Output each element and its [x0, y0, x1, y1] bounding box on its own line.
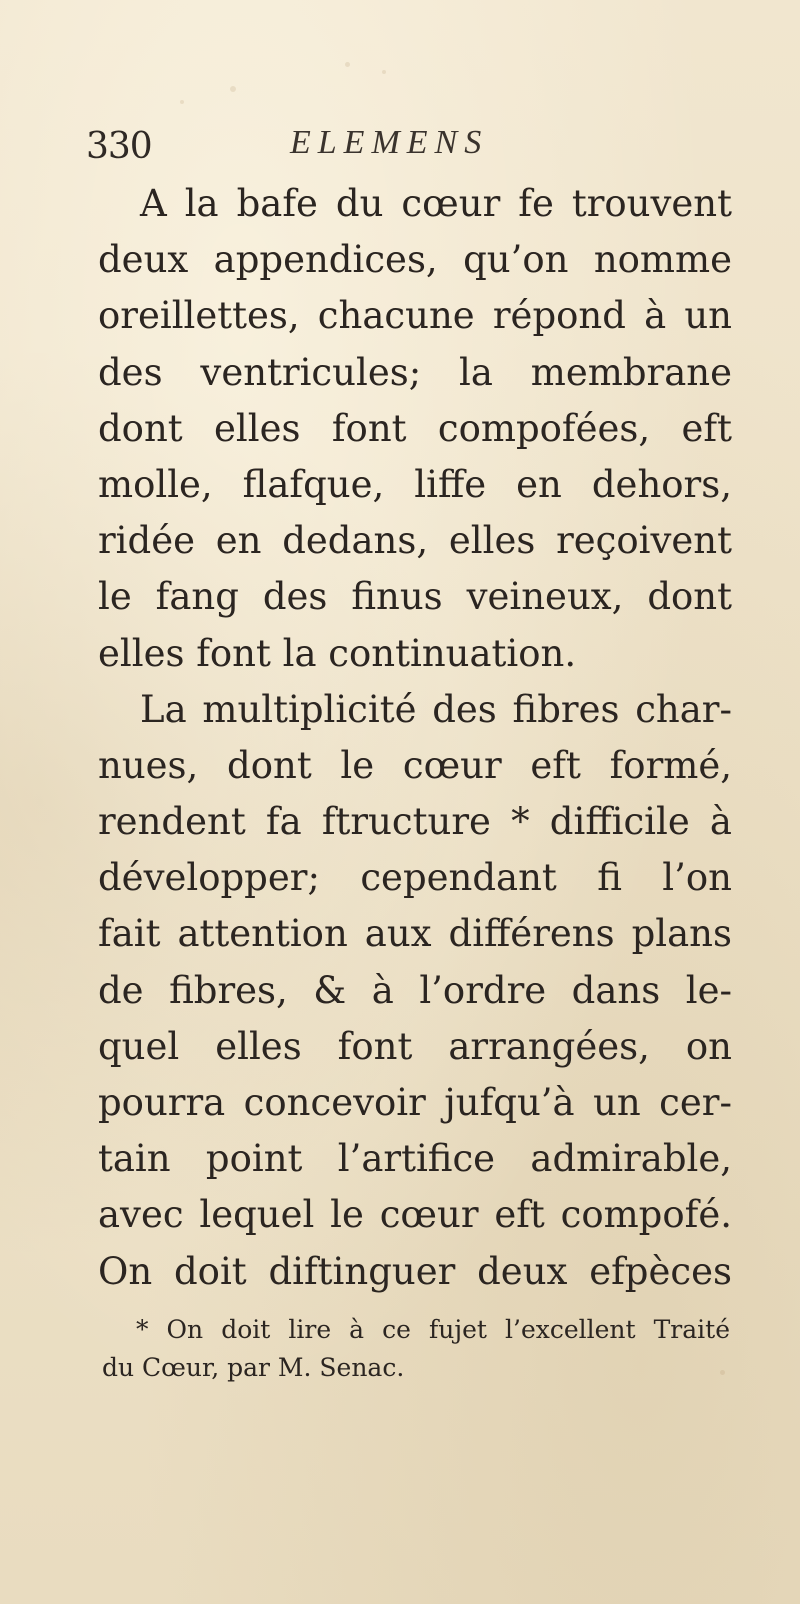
page-number: 330	[86, 126, 152, 167]
text-line: pourra concevoir jufqu’à un cer-	[98, 1081, 732, 1124]
text-line: fait attention aux différens plans	[98, 912, 732, 956]
page-header	[0, 118, 800, 168]
text-line: elles font la continuation.	[98, 631, 577, 675]
foxing-spot	[345, 62, 350, 67]
running-head: ELEMENS	[290, 124, 489, 161]
text-line: des ventricules; la membrane	[98, 350, 732, 394]
text-line: quel elles font arrangées, on	[98, 1024, 732, 1068]
footnote-line: * On doit lire à ce fujet l’excellent Traité	[136, 1315, 730, 1344]
text-line: nues, dont le cœur eft formé,	[98, 743, 732, 787]
text-line: La multiplicité des fibres char-	[140, 687, 732, 731]
footnote-line: du Cœur, par M. Senac.	[102, 1353, 405, 1382]
footnote	[102, 1311, 730, 1387]
text-line: On doit diftinguer deux efpèces	[98, 1249, 732, 1293]
text-line: avec lequel le cœur eft compofé.	[98, 1193, 732, 1237]
text-line: développer; cependant fi l’on	[98, 856, 732, 900]
text-line: deux appendices, qu’on nomme	[98, 238, 732, 282]
text-line: A la bafe du cœur fe trouvent	[140, 182, 732, 225]
text-line: oreillettes, chacune répond à un	[98, 294, 732, 338]
text-line: le fang des finus veineux, dont	[98, 575, 732, 619]
foxing-spot	[382, 70, 386, 74]
body-text	[98, 176, 732, 1300]
text-line: dont elles font compofées, eft	[98, 406, 732, 450]
text-line: rendent fa ftructure * difficile à	[98, 800, 732, 844]
text-line: molle, flafque, liffe en dehors,	[98, 462, 732, 506]
text-line: tain point l’artifice admirable,	[98, 1137, 732, 1181]
text-line: ridée en dedans, elles reçoivent	[98, 519, 732, 563]
foxing-spot	[180, 100, 184, 104]
foxing-spot	[230, 86, 236, 92]
text-line: de fibres, & à l’ordre dans le-	[98, 968, 732, 1012]
